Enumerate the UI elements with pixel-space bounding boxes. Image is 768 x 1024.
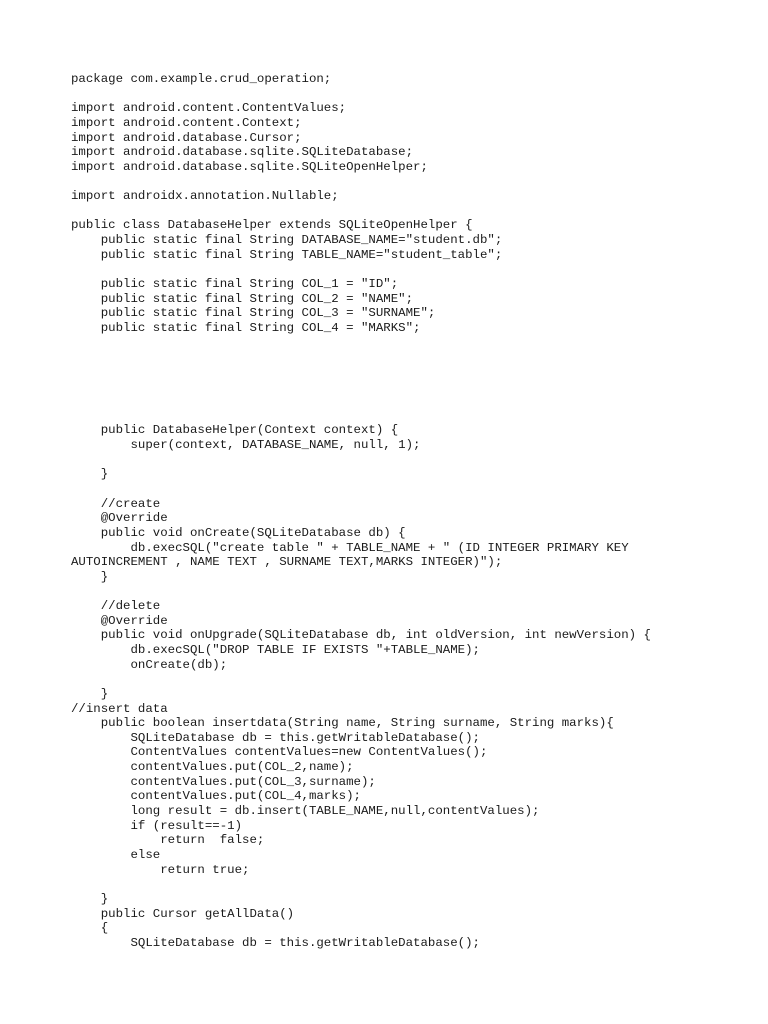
code-line: public static final String DATABASE_NAME="student.db"; <box>71 233 503 248</box>
code-line: super(context, DATABASE_NAME, null, 1); <box>71 438 421 453</box>
code-line: public boolean insertdata(String name, String surname, String marks){ <box>71 716 614 731</box>
code-line: public static final String COL_3 = "SURNAME"; <box>71 306 436 321</box>
code-line: db.execSQL("DROP TABLE IF EXISTS "+TABLE_NAME); <box>71 642 480 657</box>
code-line: //insert data <box>71 701 168 716</box>
code-line: } <box>71 891 109 906</box>
code-line: contentValues.put(COL_4,marks); <box>71 789 361 804</box>
code-line: @Override <box>71 613 168 628</box>
code-line <box>71 394 751 409</box>
code-line: public void onCreate(SQLiteDatabase db) { <box>71 525 406 540</box>
code-line: long result = db.insert(TABLE_NAME,null,contentValues); <box>71 804 540 819</box>
code-line: import android.content.Context; <box>71 115 302 130</box>
code-line: ContentValues contentValues=new ContentValues(); <box>71 745 488 760</box>
code-line <box>71 453 751 468</box>
code-line: return true; <box>71 862 250 877</box>
code-line: SQLiteDatabase db = this.getWritableDatabase(); <box>71 935 480 950</box>
code-line <box>71 877 751 892</box>
code-line: import android.database.sqlite.SQLiteOpenHelper; <box>71 159 428 174</box>
code-line: contentValues.put(COL_3,surname); <box>71 774 376 789</box>
code-line: { <box>71 921 109 936</box>
code-line: import androidx.annotation.Nullable; <box>71 189 339 204</box>
code-line: else <box>71 847 161 862</box>
code-line: public class DatabaseHelper extends SQLiteOpenHelper { <box>71 218 473 233</box>
code-line: public Cursor getAllData() <box>71 906 295 921</box>
code-line: db.execSQL("create table " + TABLE_NAME + " (ID INTEGER PRIMARY KEY <box>71 540 629 555</box>
code-line <box>71 336 751 351</box>
code-line: SQLiteDatabase db = this.getWritableDatabase(); <box>71 730 480 745</box>
code-line <box>71 262 751 277</box>
code-line: public static final String COL_4 = "MARKS"; <box>71 320 421 335</box>
code-line: //delete <box>71 599 161 614</box>
code-line: public static final String COL_1 = "ID"; <box>71 276 399 291</box>
code-line: } <box>71 686 109 701</box>
code-line <box>71 409 751 424</box>
code-line <box>71 204 751 219</box>
code-line <box>71 584 751 599</box>
code-line: return false; <box>71 833 265 848</box>
code-line: import android.content.ContentValues; <box>71 101 347 116</box>
code-line: AUTOINCREMENT , NAME TEXT , SURNAME TEXT,MARKS INTEGER)"); <box>71 555 503 570</box>
code-line: @Override <box>71 511 168 526</box>
code-line <box>71 672 751 687</box>
code-line: contentValues.put(COL_2,name); <box>71 760 354 775</box>
code-line <box>71 174 751 189</box>
code-line <box>71 379 751 394</box>
code-listing <box>71 72 751 950</box>
code-line: onCreate(db); <box>71 657 228 672</box>
code-line <box>71 350 751 365</box>
code-line <box>71 87 751 102</box>
code-line: package com.example.crud_operation; <box>71 72 332 86</box>
code-line: import android.database.Cursor; <box>71 130 302 145</box>
code-line: } <box>71 467 109 482</box>
code-line: if (result==-1) <box>71 818 243 833</box>
code-line: public void onUpgrade(SQLiteDatabase db, int oldVersion, int newVersion) { <box>71 628 651 643</box>
code-line <box>71 482 751 497</box>
code-line: } <box>71 569 109 584</box>
code-line <box>71 365 751 380</box>
code-line: public static final String TABLE_NAME="student_table"; <box>71 247 503 262</box>
code-line: //create <box>71 496 161 511</box>
code-line: public static final String COL_2 = "NAME"; <box>71 291 414 306</box>
code-line: import android.database.sqlite.SQLiteDatabase; <box>71 145 414 160</box>
code-line: public DatabaseHelper(Context context) { <box>71 423 399 438</box>
